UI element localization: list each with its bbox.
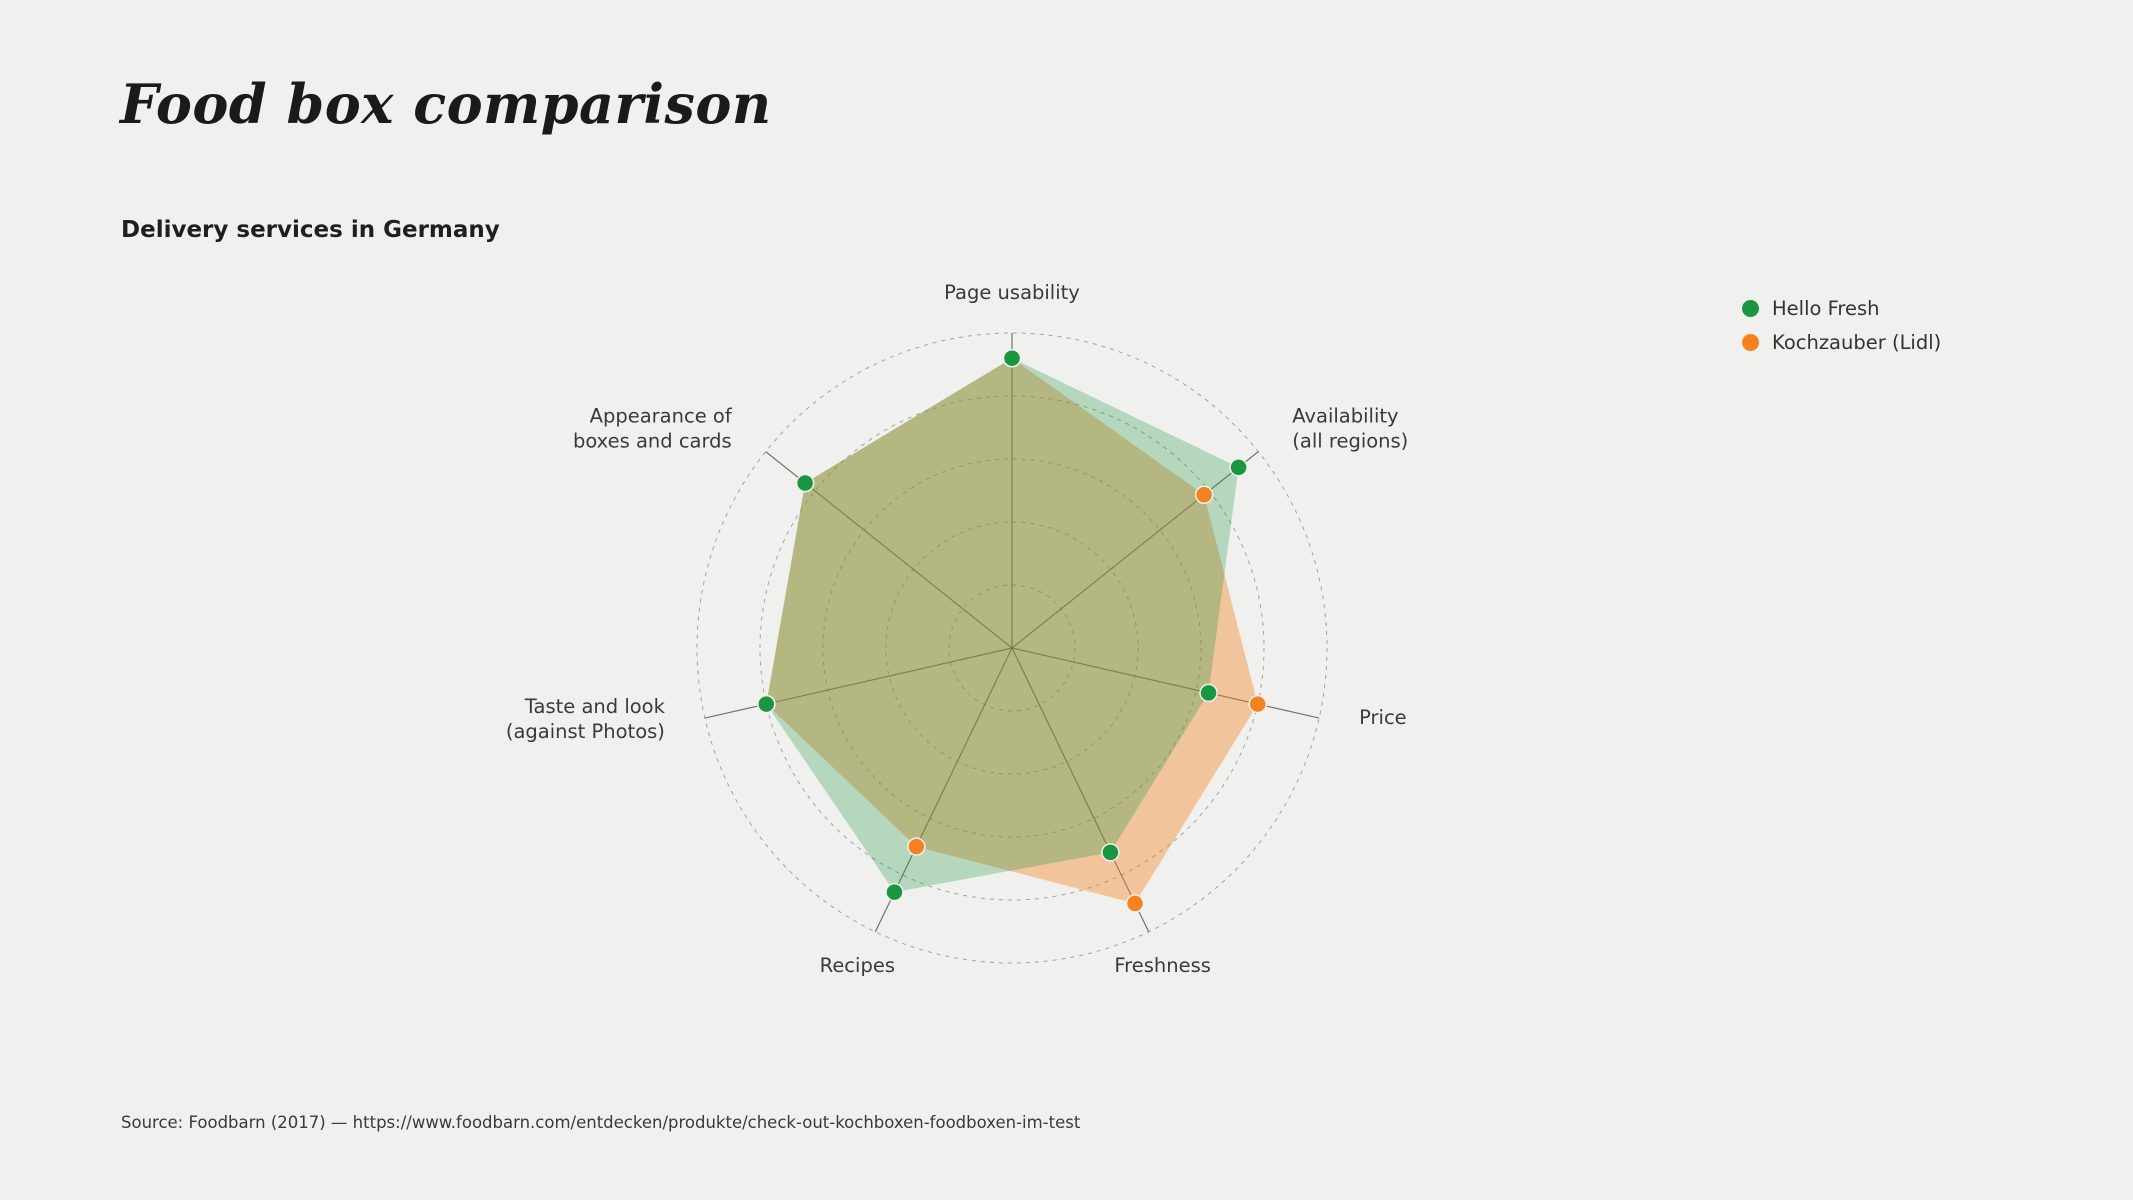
data-point[interactable] [1196,486,1213,503]
axis-label: Recipes [819,953,895,977]
axis-label: Appearance of boxes and cards [572,404,732,453]
data-point[interactable] [1102,844,1119,861]
radar-chart [505,280,1570,1110]
legend-item-hello-fresh[interactable] [1742,297,1941,319]
data-point[interactable] [908,838,925,855]
axis-label: Availability (all regions) [1292,404,1409,453]
legend-item-kochzauber[interactable] [1742,331,1941,353]
data-point[interactable] [1230,459,1247,476]
radar-chart-svg [505,280,1570,1110]
data-point[interactable] [1200,684,1217,701]
axis-label: Freshness [1114,953,1211,977]
data-point[interactable] [1249,696,1266,713]
data-point[interactable] [1004,350,1021,367]
legend-dot-icon [1742,300,1759,317]
data-point[interactable] [758,696,775,713]
page-subtitle: Delivery services in Germany [121,217,500,243]
axis-label: Taste and look (against Photos) [505,695,665,744]
chart-legend [1742,297,1941,353]
data-point[interactable] [1127,895,1144,912]
page-title: Food box comparison [120,72,772,136]
data-point[interactable] [886,884,903,901]
data-point[interactable] [797,475,814,492]
legend-item-label: Kochzauber (Lidl) [1772,330,1942,354]
source-note: Source: Foodbarn (2017) — https://www.foodbarn.com/entdecken/produkte/check-out-kochboxen-foodboxen-im-test [121,1113,1081,1132]
legend-dot-icon [1742,334,1759,351]
axis-label: Page usability [944,281,1080,304]
legend-item-label: Hello Fresh [1772,296,1880,320]
axis-label: Price [1359,706,1407,730]
